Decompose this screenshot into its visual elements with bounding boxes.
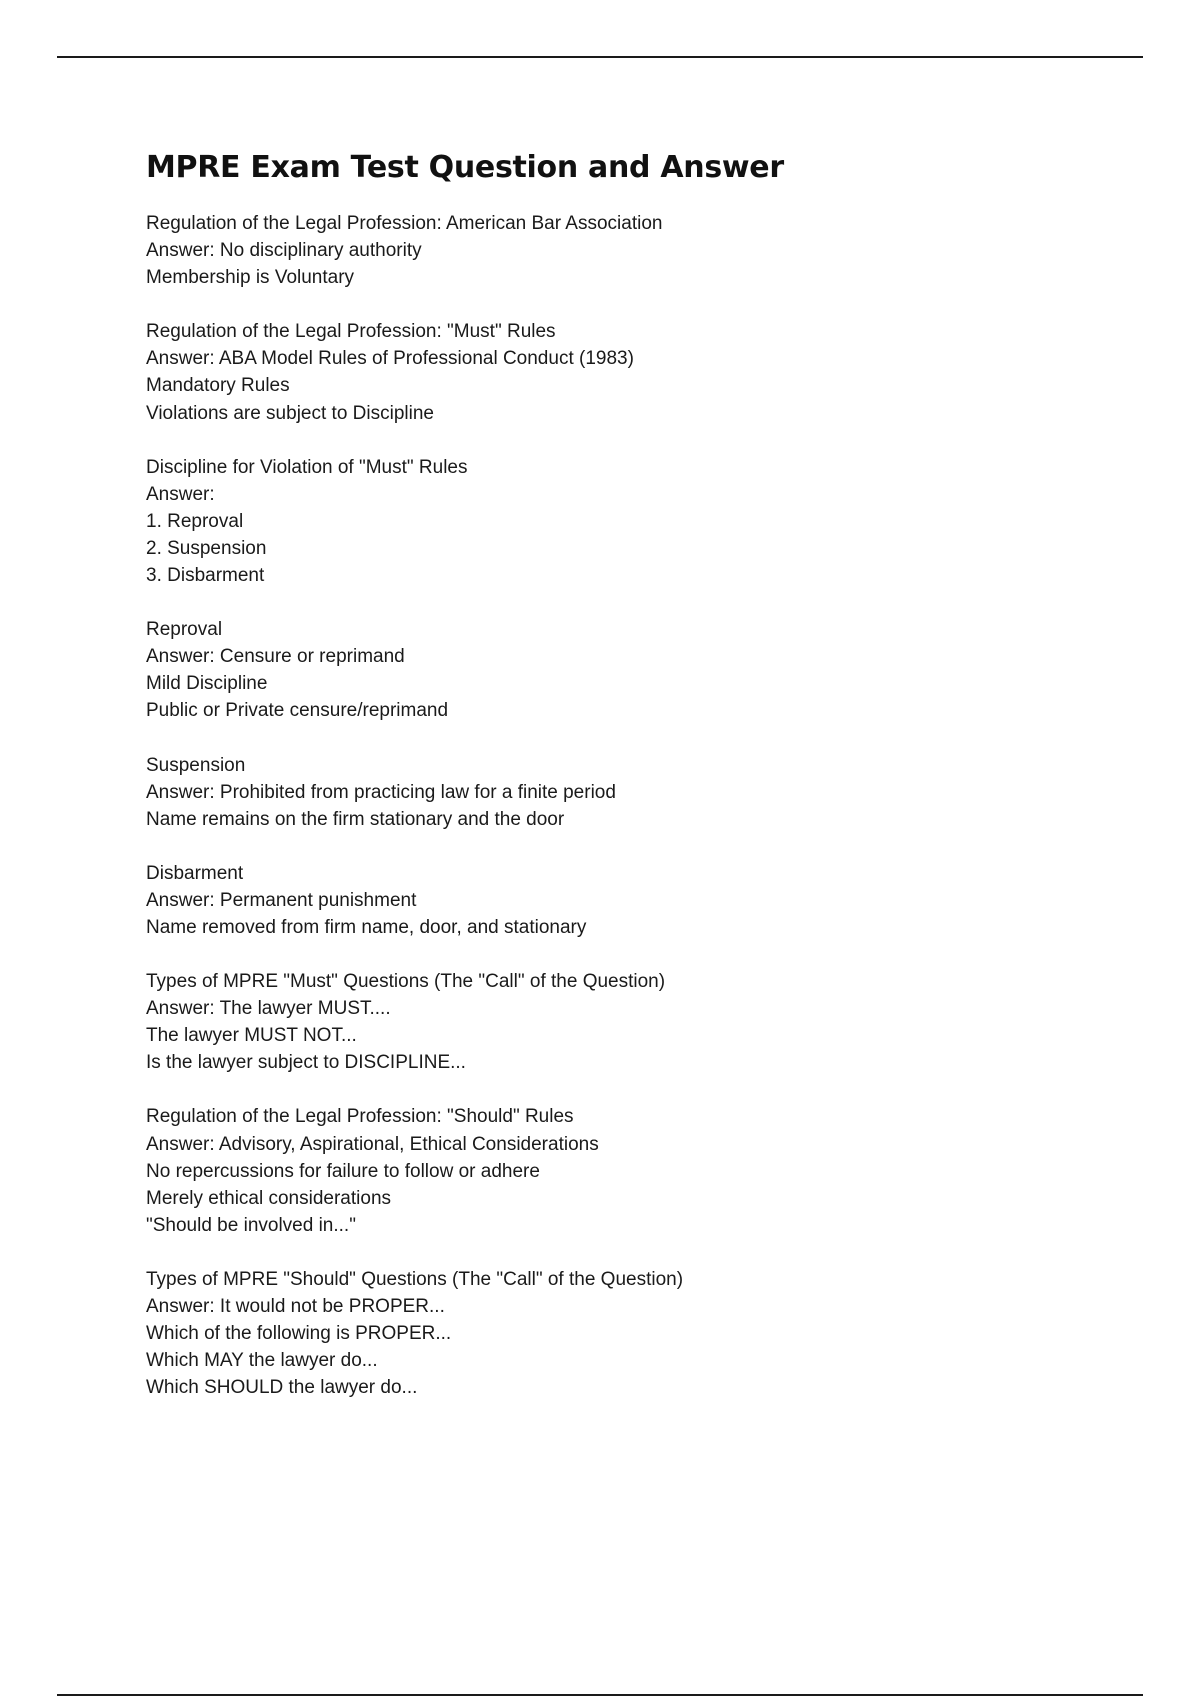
document-title: MPRE Exam Test Question and Answer bbox=[146, 150, 784, 185]
answer-text: Answer: ABA Model Rules of Professional Conduct (1983) bbox=[146, 348, 634, 370]
question-text: Types of MPRE "Must" Questions (The "Call" of the Question) bbox=[146, 971, 666, 993]
answer-text: Answer: No disciplinary authority bbox=[146, 240, 422, 262]
qa-entry bbox=[146, 454, 1106, 589]
qa-entry bbox=[146, 860, 1106, 941]
answer-text: Answer: It would not be PROPER... bbox=[146, 1296, 445, 1317]
answer-detail-line: The lawyer MUST NOT... bbox=[146, 1025, 357, 1047]
question-text: Discipline for Violation of "Must" Rules bbox=[146, 456, 468, 478]
footer-rule bbox=[57, 1694, 1143, 1696]
answer-detail-line: Which MAY the lawyer do... bbox=[146, 1350, 378, 1372]
answer-detail-line: Name removed from firm name, door, and stationary bbox=[146, 916, 587, 938]
answer-detail-line: "Should be involved in..." bbox=[146, 1214, 356, 1236]
answer-detail-line: Mandatory Rules bbox=[146, 375, 290, 397]
qa-entry bbox=[146, 968, 1106, 1076]
answer-detail-line: 2. Suspension bbox=[146, 537, 267, 559]
answer-detail-line: Which of the following is PROPER... bbox=[146, 1323, 452, 1345]
qa-entry bbox=[146, 752, 1106, 833]
question-text: Reproval bbox=[146, 619, 223, 641]
header-rule bbox=[57, 56, 1143, 58]
qa-entry bbox=[146, 210, 1106, 291]
question-text: Regulation of the Legal Profession: "Should" Rules bbox=[146, 1106, 574, 1128]
answer-detail-line: Membership is Voluntary bbox=[146, 267, 355, 289]
answer-detail-line: 1. Reproval bbox=[146, 510, 244, 532]
answer-text: Answer: The lawyer MUST.... bbox=[146, 998, 391, 1020]
answer-detail-line: Violations are subject to Discipline bbox=[146, 402, 434, 424]
answer-detail-line: Is the lawyer subject to DISCIPLINE... bbox=[146, 1052, 466, 1074]
answer-text: Answer: Prohibited from practicing law for a finite period bbox=[146, 781, 616, 803]
question-text: Types of MPRE "Should" Questions (The "Call" of the Question) bbox=[146, 1268, 684, 1290]
answer-text: Answer: bbox=[146, 483, 215, 505]
answer-detail-line: Public or Private censure/reprimand bbox=[146, 700, 449, 722]
answer-detail-line: Name remains on the firm stationary and the door bbox=[146, 808, 565, 830]
answer-text: Answer: Censure or reprimand bbox=[146, 646, 405, 668]
qa-entry bbox=[146, 616, 1106, 724]
answer-text: Answer: Advisory, Aspirational, Ethical Considerations bbox=[146, 1133, 599, 1155]
qa-entry bbox=[146, 318, 1106, 426]
answer-detail-line: 3. Disbarment bbox=[146, 565, 265, 587]
question-text: Suspension bbox=[146, 754, 246, 776]
qa-list bbox=[146, 210, 1106, 1401]
answer-detail-line: No repercussions for failure to follow or adhere bbox=[146, 1160, 540, 1182]
qa-entry bbox=[146, 1266, 1106, 1401]
document-body bbox=[146, 148, 1106, 1428]
question-text: Regulation of the Legal Profession: "Must" Rules bbox=[146, 321, 556, 343]
answer-text: Answer: Permanent punishment bbox=[146, 889, 417, 911]
question-text: Disbarment bbox=[146, 862, 244, 884]
answer-detail-line: Merely ethical considerations bbox=[146, 1187, 392, 1209]
answer-detail-line: Mild Discipline bbox=[146, 673, 268, 695]
question-text: Regulation of the Legal Profession: American Bar Association bbox=[146, 213, 663, 234]
answer-detail-line: Which SHOULD the lawyer do... bbox=[146, 1377, 418, 1399]
qa-entry bbox=[146, 1103, 1106, 1238]
